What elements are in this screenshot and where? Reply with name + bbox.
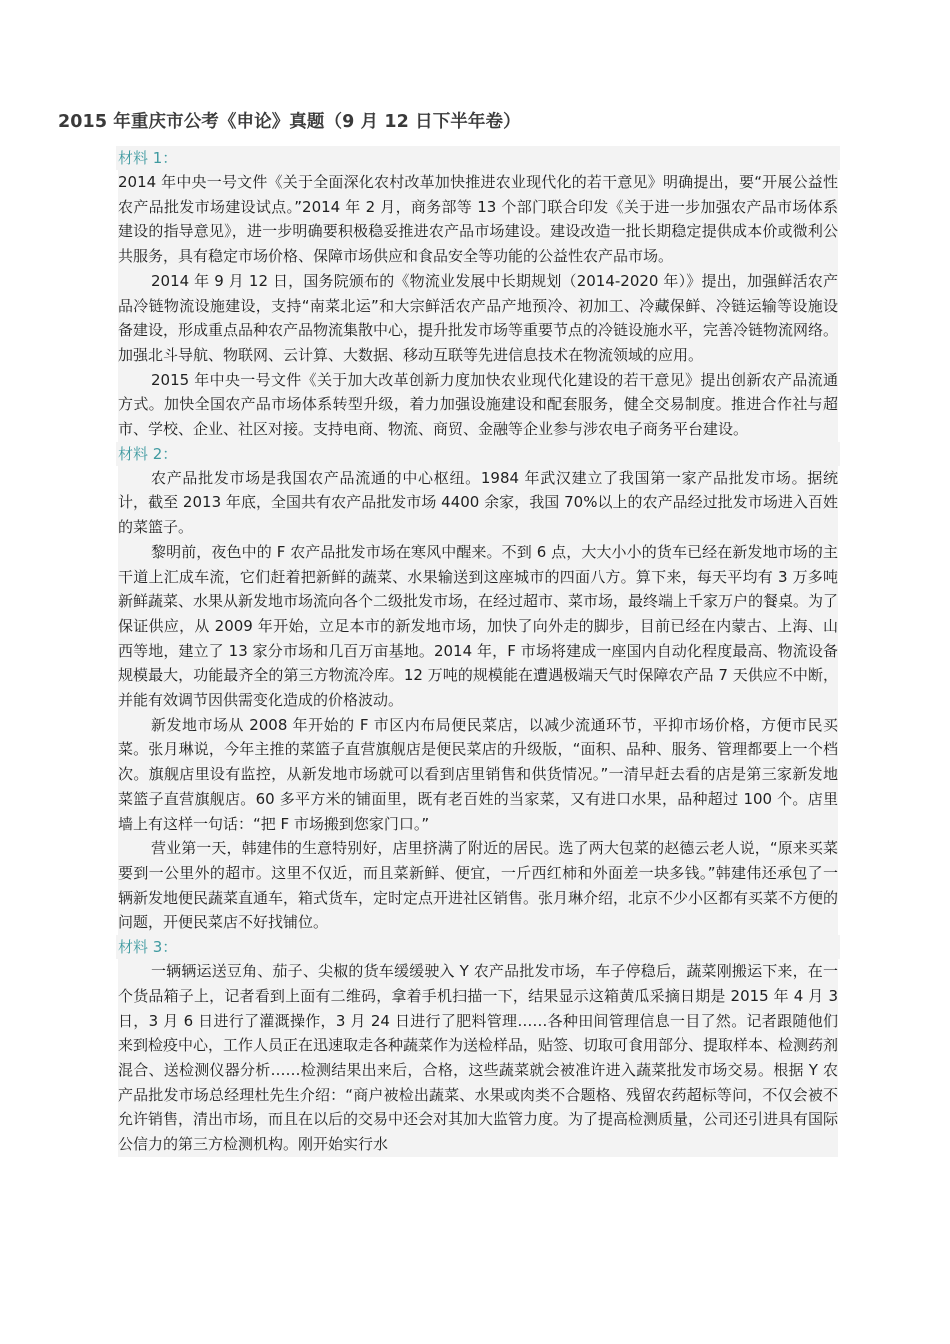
document-body	[118, 146, 838, 1157]
paragraph: 2014 年 9 月 12 日，国务院颁布的《物流业发展中长期规划（2014-2020 年）》提出，加强鲜活农产品冷链物流设施建设，支持“南菜北运”和大宗鲜活农产品产地预冷、初加工、冷藏保鲜、冷链运输等设施设备建设，形成重点品种农产品物流集散中心，提升批发市场等重要节点的冷链设施水平，完善冷链物流网络。加强北斗导航、物联网、云计算、大数据、移动互联等先进信息技术在物流领域的应用。	[118, 269, 838, 368]
paragraph: 新发地市场从 2008 年开始的 F 市区内布局便民菜店，以减少流通环节，平抑市场价格，方便市民买菜。张月琳说，今年主推的菜篮子直营旗舰店是便民菜店的升级版，“面积、品种、服务、管理都要上一个档次。旗舰店里设有监控，从新发地市场就可以看到店里销售和供货情况。”一清早赶去看的店是第三家新发地菜篮子直营旗舰店。60 多平方米的铺面里，既有老百姓的当家菜，又有进口水果，品种超过 100 个。店里墙上有这样一句话：“把 F 市场搬到您家门口。”	[118, 713, 838, 837]
section-label-1: 材料 1：	[116, 146, 840, 170]
section-label-2: 材料 2：	[116, 442, 840, 466]
paragraph: 农产品批发市场是我国农产品流通的中心枢纽。1984 年武汉建立了我国第一家产品批发市场。据统计，截至 2013 年底，全国共有农产品批发市场 4400 余家，我国 70%以上的农产品经过批发市场进入百姓的菜篮子。	[118, 466, 838, 540]
paragraph: 黎明前，夜色中的 F 农产品批发市场在寒风中醒来。不到 6 点，大大小小的货车已经在新发地市场的主干道上汇成车流，它们赶着把新鲜的蔬菜、水果输送到这座城市的四面八方。算下来，每天平均有 3 万多吨新鲜蔬菜、水果从新发地市场流向各个二级批发市场，在经过超市、菜市场，最终端上千家万户的餐桌。为了保证供应，从 2009 年开始，立足本市的新发地市场，加快了向外走的脚步，目前已经在内蒙古、上海、山西等地，建立了 13 家分市场和几百万亩基地。2014 年，F 市场将建成一座国内自动化程度最高、物流设备规模最大，功能最齐全的第三方物流冷库。12 万吨的规模能在遭遇极端天气时保障农产品 7 天供应不中断，并能有效调节因供需变化造成的价格波动。	[118, 540, 838, 713]
section-label-3: 材料 3：	[116, 935, 840, 959]
paragraph: 营业第一天，韩建伟的生意特别好，店里挤满了附近的居民。选了两大包菜的赵德云老人说，“原来买菜要到一公里外的超市。这里不仅近，而且菜新鲜、便宜，一斤西红柿和外面差一块多钱。”韩建伟还承包了一辆新发地便民蔬菜直通车，箱式货车，定时定点开进社区销售。张月琳介绍，北京不少小区都有买菜不方便的问题，开便民菜店不好找铺位。	[118, 836, 838, 935]
paragraph: 2014 年中央一号文件《关于全面深化农村改革加快推进农业现代化的若干意见》明确提出，要“开展公益性农产品批发市场建设试点。”2014 年 2 月，商务部等 13 个部门联合印发《关于进一步加强农产品市场体系建设的指导意见》，进一步明确要积极稳妥推进农产品市场建设。建设改造一批长期稳定提供成本价或微利公共服务，具有稳定市场价格、保障市场供应和食品安全等功能的公益性农产品市场。	[118, 170, 838, 269]
document-title: 2015 年重庆市公考《申论》真题（9 月 12 日下半年卷）	[58, 112, 521, 132]
paragraph: 一辆辆运送豆角、茄子、尖椒的货车缓缓驶入 Y 农产品批发市场，车子停稳后，蔬菜刚搬运下来，在一个货品箱子上，记者看到上面有二维码，拿着手机扫描一下，结果显示这箱黄瓜采摘日期是 2015 年 4 月 3 日，3 月 6 日进行了灌溉操作，3 月 24 日进行了肥料管理……各种田间管理信息一目了然。记者跟随他们来到检疫中心，工作人员正在迅速取走各种蔬菜作为送检样品，贴签、切取可食用部分、提取样本、检测药剂混合、送检测仪器分析……检测结果出来后，合格，这些蔬菜就会被准许进入蔬菜批发市场交易。根据 Y 农产品批发市场总经理杜先生介绍：“商户被检出蔬菜、水果或肉类不合题格、残留农药超标等问，不仅会被不允许销售，清出市场，而且在以后的交易中还会对其加大监管力度。为了提高检测质量，公司还引进具有国际公信力的第三方检测机构。刚开始实行水	[118, 959, 838, 1157]
paragraph: 2015 年中央一号文件《关于加大改革创新力度加快农业现代化建设的若干意见》提出创新农产品流通方式。加快全国农产品市场体系转型升级，着力加强设施建设和配套服务，健全交易制度。推进合作社与超市、学校、企业、社区对接。支持电商、物流、商贸、金融等企业参与涉农电子商务平台建设。	[118, 368, 838, 442]
